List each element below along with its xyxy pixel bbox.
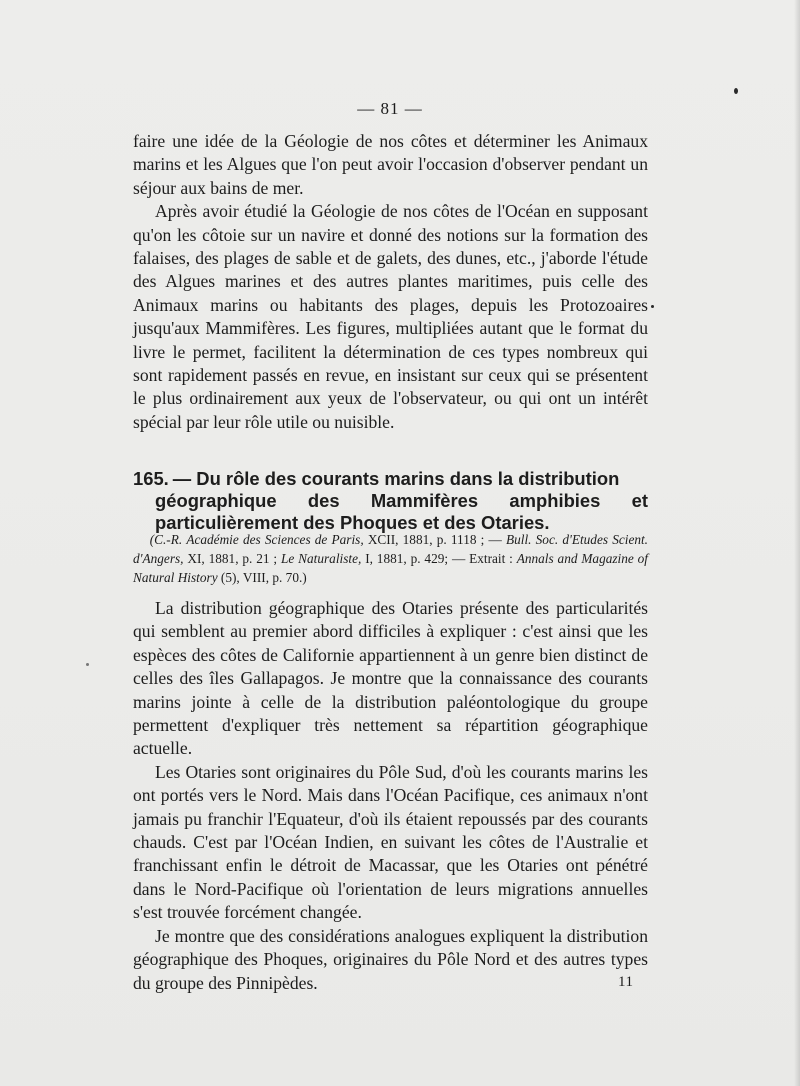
ink-speck: [86, 663, 89, 666]
ink-speck: [651, 305, 654, 308]
intro-text: [133, 130, 648, 434]
signature-mark: 11: [618, 974, 634, 990]
ref-journal: Bull. Soc. d'Etudes Scient. d'Angers,: [133, 532, 649, 566]
paragraph: Après avoir étudié la Géologie de nos côtes de l'Océan en supposant qu'on les côtoie sur un navire et donné des notions sur la formation des falaises, des plages de sable et de galets, des dunes, etc., j'aborde l'étude des Algues marines et des autres plantes maritimes, puis celle des Animaux marins ou habitants des plages, depuis les Protozoaires jusqu'aux Mammifères. Les figures, multipliées autant que le format du livre le permet, facilitent la détermination de ces types nombreux qui sont rapidement passés en revue, en insistant sur ceux qui se présentent le plus ordinairement aux yeux de l'observateur, ou qui ont un intérêt spécial par leur rôle utile ou nuisible.: [133, 201, 648, 432]
page-number: — 81 —: [357, 99, 423, 118]
section-number: 165.: [133, 468, 169, 489]
paragraph: La distribution géographique des Otaries présente des particularités qui semblent au premier abord difficiles à expliquer : c'est ainsi que les espèces des côtes de Californie appartiennent à un genre bien distinct de celles des îles Gallapagos. Je montre que la connaissance des courants marins jointe à celle de la distribution paléontologique du groupe permettent d'expliquer très nettement sa répartition géographique actuelle.: [133, 598, 648, 759]
ref-author: (C.-R.: [149, 532, 183, 547]
ref-journal: Le Naturaliste,: [280, 551, 362, 566]
ref-journal: Annals and Magazine of Natural History: [133, 551, 649, 585]
ref-detail: XI, 1881, p. 21 ;: [187, 551, 278, 566]
ref-detail: XCII, 1881, p. 1118 ; —: [367, 532, 502, 547]
section-heading: [133, 468, 648, 534]
paragraph: Les Otaries sont originaires du Pôle Sud, d'où les courants marins les ont portés vers le Nord. Mais dans l'Océan Pacifique, ces animaux n'ont jamais pu franchir l'Equateur, d'où ils étaient repoussés par des courants chauds. C'est par l'Océan Indien, en suivant les côtes de l'Australie et franchissant enfin le détroit de Macassar, que les Otaries ont pénétré dans le Nord-Pacifique où l'orientation de leurs migrations annuelles s'est trouvée forcément changée.: [133, 761, 648, 923]
section-title-line1: — Du rôle des courants marins dans la distribution: [172, 468, 620, 489]
page-edge-shadow: [794, 0, 800, 1086]
ink-speck: [734, 88, 738, 94]
paragraph: Je montre que des considérations analogues expliquent la distribution géographique des Phoques, originaires du Pôle Nord et des autres types du groupe des Pinnipèdes.: [133, 925, 648, 993]
ref-detail: I, 1881, p. 429; — Extrait :: [365, 551, 513, 566]
paragraph: faire une idée de la Géologie de nos côtes et déterminer les Animaux marins et les Algues que l'on peut avoir l'occasion d'observer pendant un séjour aux bains de mer.: [133, 131, 648, 198]
section-body: [133, 597, 648, 995]
section-title-rest: géographique des Mammifères amphibies et particulièrement des Phoques et des Otaries.: [155, 490, 648, 533]
ref-detail: (5), VIII, p. 70.): [220, 570, 307, 585]
ref-journal: Académie des Sciences de Paris,: [186, 532, 364, 547]
bibliographic-references: [133, 530, 648, 587]
